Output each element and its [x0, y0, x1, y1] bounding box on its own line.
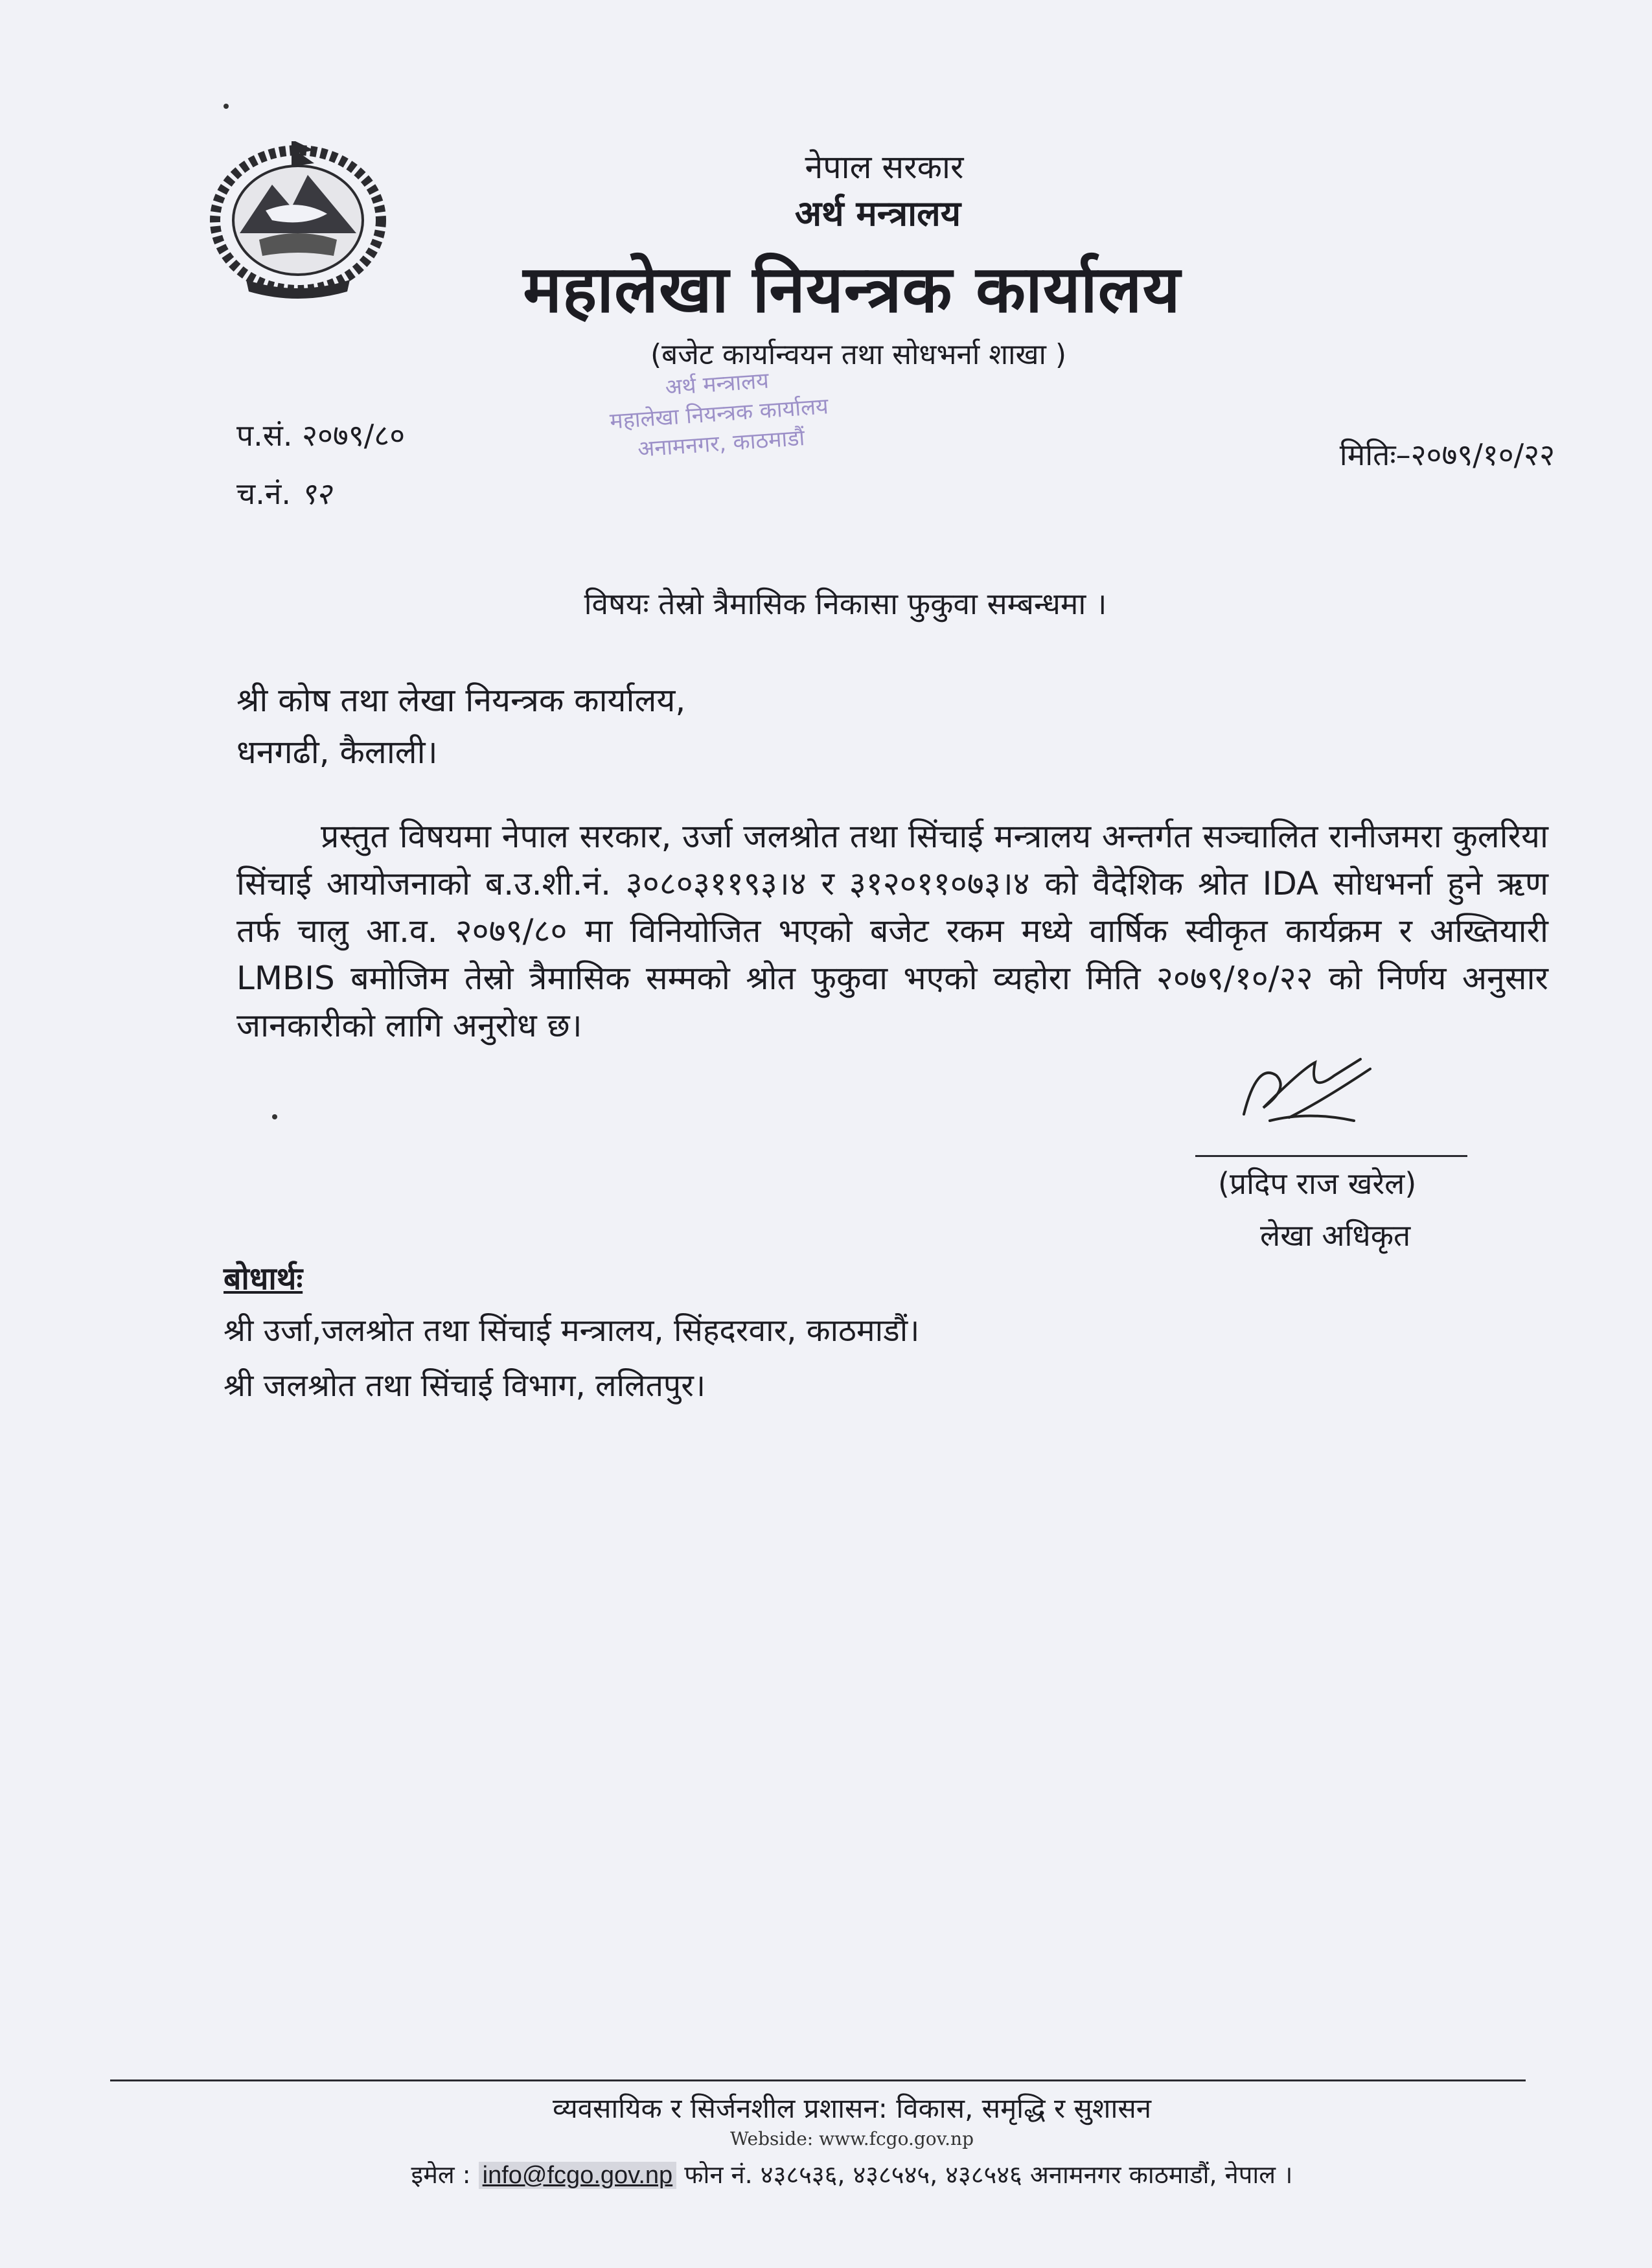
- footer-divider: [110, 2079, 1526, 2081]
- phone-numbers: फोन नं. ४३८५३६, ४३८५४५, ४३८५४६ अनामनगर काठमाडौं, नेपाल ।: [684, 2160, 1293, 2189]
- footer-website: Webside: www.fcgo.gov.np: [730, 2128, 974, 2149]
- header-government: नेपाल सरकार: [805, 148, 964, 186]
- letter-body: प्रस्तुत विषयमा नेपाल सरकार, उर्जा जलश्रोत तथा सिंचाई मन्त्रालय अन्तर्गत सञ्चालित रानीजमरा कुलरिया सिंचाई आयोजनाको ब.उ.शी.नं. ३०८०३११९३।४ र ३१२०११०७३।४ को वैदेशिक श्रोत IDA सोधभर्ना हुने ऋण तर्फ चालु आ.व. २०७९/८० मा विनियोजित भएको बजेट रकम मध्ये वार्षिक स्वीकृत कार्यक्रम र अख्तियारी LMBIS बमोजिम तेस्रो त्रैमासिक सम्मको श्रोत फुकुवा भएको व्यहोरा मिति २०७९/१०/२२ को निर्णय अनुसार जानकारीको लागि अनुरोध छ।: [236, 818, 1548, 1044]
- stamp-line-1: अर्थ मन्त्रालय: [664, 367, 770, 401]
- dispatch-label: च.नं.: [236, 476, 291, 511]
- cc-item: श्री जलश्रोत तथा सिंचाई विभाग, ललितपुर।: [224, 1368, 706, 1404]
- cc-item: श्री उर्जा,जलश्रोत तथा सिंचाई मन्त्रालय, सिंहदरवार, काठमाडौं।: [224, 1312, 920, 1349]
- email-link[interactable]: info@fcgo.gov.np: [479, 2162, 677, 2189]
- footer-motto: व्यवसायिक र सिर्जनशील प्रशासन: विकास, समृद्धि र सुशासन: [552, 2092, 1152, 2124]
- dispatch-value: ९२: [300, 476, 332, 511]
- signatory-name: (प्रदिप राज खरेल): [1218, 1166, 1417, 1201]
- cc-title: बोधार्थः: [224, 1261, 303, 1297]
- letter-date: मितिः–२०७९/१०/२२: [1339, 437, 1555, 472]
- header-ministry: अर्थ मन्त्रालय: [794, 193, 961, 234]
- letter-subject: विषयः तेस्रो त्रैमासिक निकासा फुकुवा सम्बन्धमा ।: [584, 586, 1107, 621]
- email-label: इमेल :: [411, 2160, 471, 2189]
- signature-line: [1195, 1155, 1467, 1157]
- handwritten-signature: [1231, 1049, 1386, 1134]
- scan-speck: [224, 104, 229, 109]
- footer-contact: [26, 2157, 1652, 2191]
- dispatch-number: [236, 473, 331, 513]
- signatory-designation: लेखा अधिकृत: [1260, 1218, 1411, 1253]
- header-branch: (बजेट कार्यान्वयन तथा सोधभर्ना शाखा ): [650, 338, 1067, 371]
- office-stamp: [568, 359, 871, 469]
- scan-speck: [272, 1114, 277, 1119]
- addressee-line-2: धनगढी, कैलाली।: [236, 733, 438, 771]
- stamp-line-2: महालेखा नियन्त्रक कार्यालय: [609, 393, 829, 435]
- header-office-name: महालेखा नियन्त्रक कार्यालय: [523, 251, 1181, 327]
- reference-number: प.सं. २०७९/८०: [236, 418, 406, 453]
- stamp-line-3: अनामनगर, काठमाडौं: [636, 424, 806, 463]
- addressee-line-1: श्री कोष तथा लेखा नियन्त्रक कार्यालय,: [236, 682, 686, 719]
